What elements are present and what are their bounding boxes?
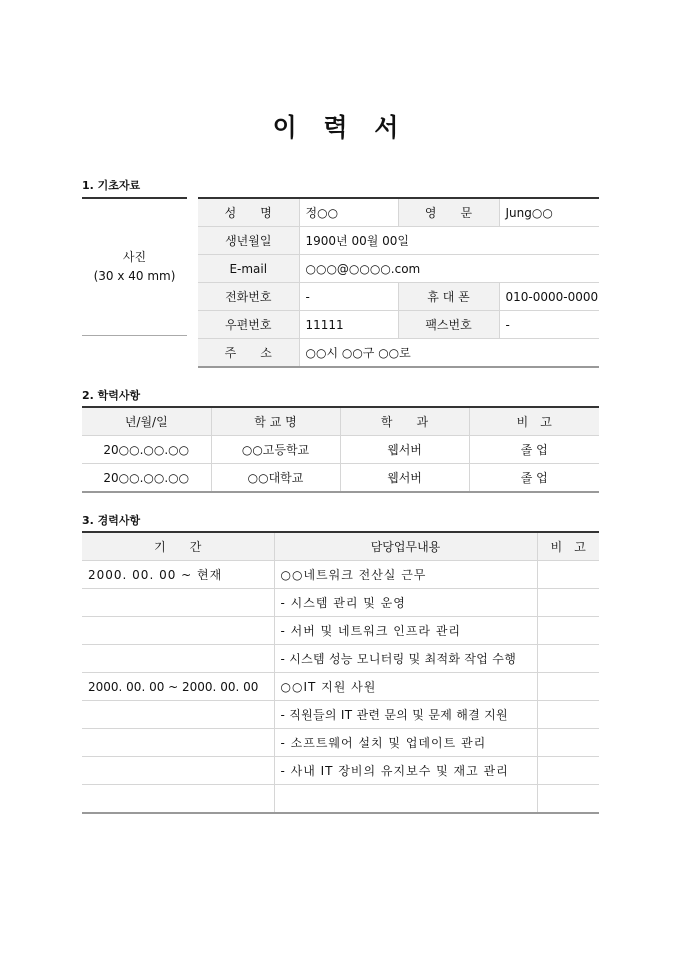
table-row <box>82 645 599 673</box>
career-note <box>537 589 599 617</box>
header-major: 학 과 <box>340 407 469 436</box>
career-note <box>537 673 599 701</box>
basic-section-title: 1. 기초자료 <box>82 179 141 192</box>
career-duty: ○○네트워크 전산실 근무 <box>274 561 537 589</box>
career-period <box>82 617 274 645</box>
table-row <box>198 227 599 255</box>
email-label: E-mail <box>198 255 299 283</box>
edu-school: ○○고등학교 <box>211 436 340 464</box>
career-duty: - 직원들의 IT 관련 문의 및 문제 해결 지원 <box>274 701 537 729</box>
education-table <box>82 406 599 493</box>
address-label: 주 소 <box>198 339 299 368</box>
table-row <box>82 464 599 493</box>
header-note: 비 고 <box>537 532 599 561</box>
table-row <box>82 729 599 757</box>
edu-note: 졸 업 <box>520 471 548 485</box>
career-note <box>537 729 599 757</box>
career-note <box>537 757 599 785</box>
photo-label: 사진 <box>122 250 147 264</box>
edu-major: 웹서버 <box>340 464 469 493</box>
table-row <box>198 283 599 311</box>
career-table <box>82 531 599 814</box>
career-period <box>82 785 274 814</box>
header-school: 학 교 명 <box>211 407 340 436</box>
mobile-label: 휴 대 폰 <box>398 283 499 311</box>
english-name-label: 영 문 <box>398 198 499 227</box>
edu-note: 졸 업 <box>469 436 599 464</box>
table-row <box>82 589 599 617</box>
basic-info-table <box>198 197 599 368</box>
table-row <box>82 436 599 464</box>
table-row <box>198 311 599 339</box>
header-period: 기 간 <box>82 532 274 561</box>
header-note: 비 고 <box>469 407 599 436</box>
career-duty: - 서버 및 네트워크 인프라 관리 <box>274 617 537 645</box>
career-duty <box>274 785 537 814</box>
table-row <box>82 617 599 645</box>
career-period: 2000. 00. 00 ~ 2000. 00. 00 <box>82 673 274 701</box>
career-duty: - 소프트웨어 설치 및 업데이트 관리 <box>274 729 537 757</box>
career-section-title: 3. 경력사항 <box>82 514 141 527</box>
career-duty: - 시스템 관리 및 운영 <box>274 589 537 617</box>
table-header-row <box>82 407 599 436</box>
career-duty: - 사내 IT 장비의 유지보수 및 재고 관리 <box>274 757 537 785</box>
career-note <box>537 561 599 589</box>
mobile-value: 010-0000-0000 <box>499 283 599 311</box>
name-value: 정○○ <box>299 198 398 227</box>
table-header-row <box>82 532 599 561</box>
table-row <box>198 339 599 368</box>
career-note <box>537 617 599 645</box>
career-note <box>537 645 599 673</box>
career-note <box>537 785 599 814</box>
address-value: ○○시 ○○구 ○○로 <box>305 346 411 360</box>
table-row <box>82 673 599 701</box>
career-period: 2000. 00. 00 ~ 현재 <box>82 561 274 589</box>
career-duty: ○○IT 지원 사원 <box>274 673 537 701</box>
fax-value: - <box>499 311 599 339</box>
phone-label: 전화번호 <box>198 283 299 311</box>
photo-box <box>82 197 187 336</box>
edu-major: 웹서버 <box>340 436 469 464</box>
career-period <box>82 729 274 757</box>
career-note <box>537 701 599 729</box>
phone-value: - <box>299 283 398 311</box>
birth-value: 1900년 00월 00일 <box>299 227 599 255</box>
photo-size: (30 x 40 mm) <box>93 269 176 283</box>
fax-label: 팩스번호 <box>398 311 499 339</box>
career-period <box>82 645 274 673</box>
table-row <box>82 561 599 589</box>
document-title: 이 력 서 <box>272 113 408 142</box>
english-name-value: Jung○○ <box>499 198 599 227</box>
career-period <box>82 589 274 617</box>
zip-value: 11111 <box>299 311 398 339</box>
table-row <box>198 198 599 227</box>
header-date: 년/월/일 <box>82 407 211 436</box>
table-row <box>82 785 599 814</box>
edu-school: ○○대학교 <box>211 464 340 493</box>
birth-label: 생년월일 <box>198 227 299 255</box>
header-duties: 담당업무내용 <box>274 532 537 561</box>
education-section-title: 2. 학력사항 <box>82 389 141 402</box>
zip-label: 우편번호 <box>198 311 299 339</box>
edu-date: 20○○.○○.○○ <box>82 436 211 464</box>
career-duty: - 시스템 성능 모니터링 및 최적화 작업 수행 <box>274 645 537 673</box>
edu-date: 20○○.○○.○○ <box>82 464 211 493</box>
table-row <box>82 701 599 729</box>
career-period <box>82 701 274 729</box>
career-period <box>82 757 274 785</box>
email-value: ○○○@○○○○.com <box>299 255 599 283</box>
table-row <box>198 255 599 283</box>
table-row <box>82 757 599 785</box>
name-label: 성 명 <box>198 198 299 227</box>
